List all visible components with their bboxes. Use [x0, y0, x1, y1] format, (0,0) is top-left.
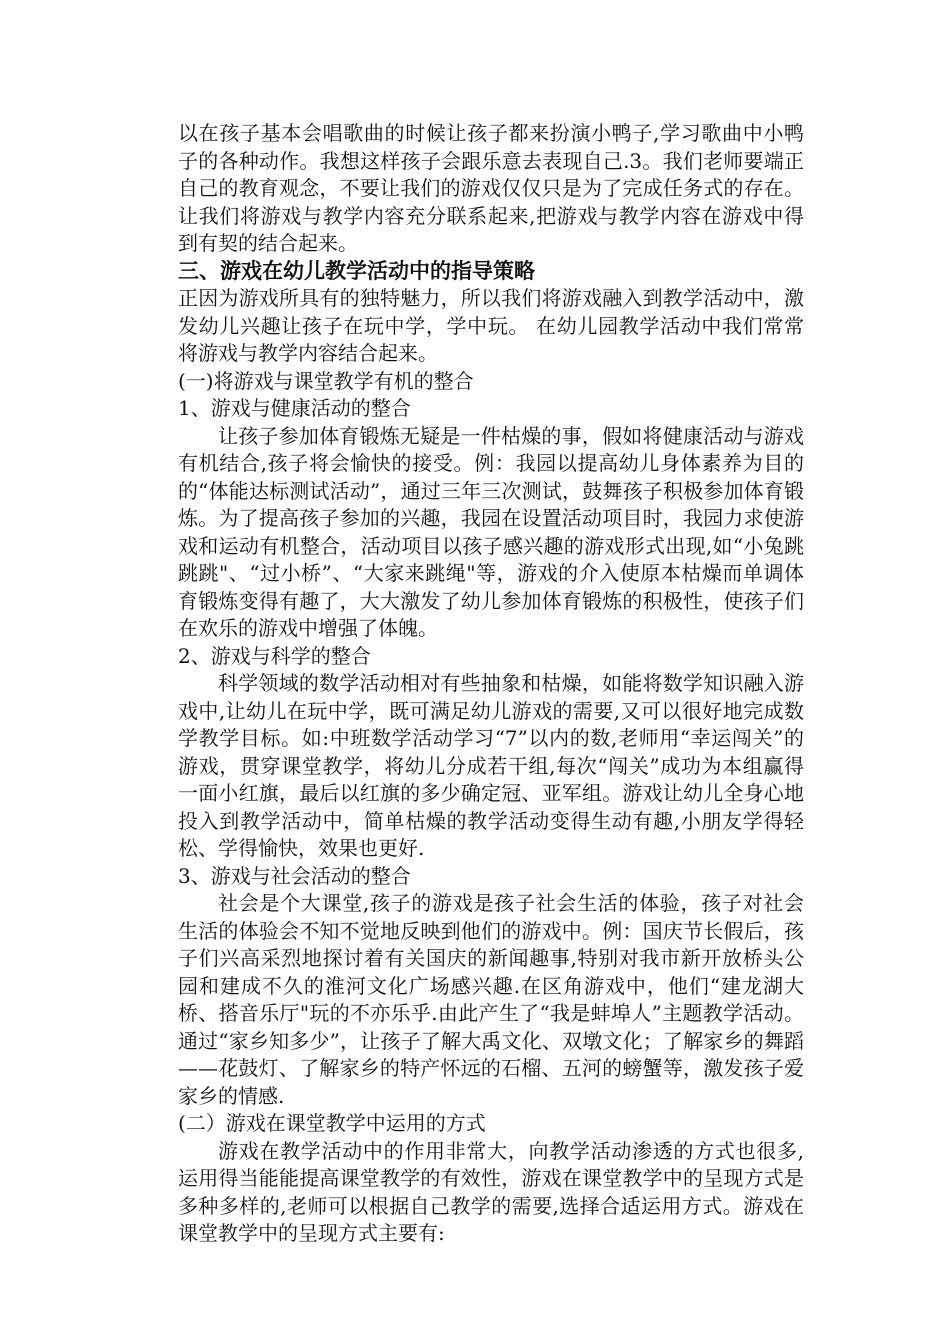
document-page [178, 120, 804, 1248]
body-paragraph: 社会是个大课堂,孩子的游戏是孩子社会生活的体验，孩子对社会生活的体验会不知不觉地反映到他们的游戏中。例：国庆节长假后，孩子们兴高采烈地探讨着有关国庆的新闻趣事,特别对我市新开放桥头公园和建成不久的淮河文化广场感兴趣.在区角游戏中，他们“建龙湖大桥、搭音乐厅"玩的不亦乐乎.由此产生了“我是蚌埠人”主题教学活动。通过“家乡知多少”，让孩子了解大禹文化、双墩文化；了解家乡的舞蹈——花鼓灯、了解家乡的特产怀远的石榴、五河的螃蟹等，激发孩子爱家乡的情感. [178, 891, 804, 1108]
subsection-heading-2: (二）游戏在课堂教学中运用的方式 [178, 1111, 486, 1135]
section-heading-3: 三、游戏在幼儿教学活动中的指导策略 [178, 258, 535, 283]
body-paragraph: 科学领域的数学活动相对有些抽象和枯燥，如能将数学知识融入游戏中,让幼儿在玩中学，既可满足幼儿游戏的需要,又可以很好地完成数学教学目标。如:中班数学活动学习“7”以内的数,老师用“幸运闯关”的游戏，贯穿课堂教学，将幼儿分成若干组,每次“闯关”成功为本组赢得一面小红旗，最后以红旗的多少确定冠、亚军组。游戏让幼儿全身心地投入到教学活动中，简单枯燥的教学活动变得生动有趣,小朋友学得轻松、学得愉快，效果也更好. [178, 671, 804, 860]
item-heading-2: 2、游戏与科学的整合 [178, 643, 371, 668]
item-heading-3: 3、游戏与社会活动的整合 [178, 863, 411, 888]
body-paragraph: 游戏在教学活动中的作用非常大，向教学活动渗透的方式也很多,运用得当能能提高课堂教学的有效性，游戏在课堂教学中的呈现方式是多种多样的,老师可以根据自己教学的需要,选择合适运用方式。游戏在课堂教学中的呈现方式主要有: [178, 1138, 804, 1245]
body-paragraph: 正因为游戏所具有的独特魅力，所以我们将游戏融入到教学活动中，激发幼儿兴趣让孩子在玩中学，学中玩。 在幼儿园教学活动中我们常常将游戏与教学内容结合起来。 [178, 286, 804, 365]
item-heading-1: 1、游戏与健康活动的整合 [178, 396, 411, 420]
body-paragraph: 以在孩子基本会唱歌曲的时候让孩子都来扮演小鸭子,学习歌曲中小鸭子的各种动作。我想这样孩子会跟乐意去表现自己.3。我们老师要端正自己的教育观念，不要让我们的游戏仅仅只是为了完成任务式的存在。让我们将游戏与教学内容充分联系起来,把游戏与教学内容在游戏中得到有契的结合起来。 [178, 121, 804, 255]
body-paragraph: 让孩子参加体育锻炼无疑是一件枯燥的事，假如将健康活动与游戏有机结合,孩子将会愉快的接受。例：我园以提高幼儿身体素养为目的的“体能达标测试活动”，通过三年三次测试，鼓舞孩子积极参加体育锻炼。为了提高孩子参加的兴趣，我园在设置活动项目时，我园力求使游戏和运动有机整合，活动项目以孩子感兴趣的游戏形式出现,如“小兔跳跳跳"、“过小桥”、“大家来跳绳"等，游戏的介入使原本枯燥而单调体育锻炼变得有趣了，大大激发了幼儿参加体育锻炼的积极性，使孩子们在欢乐的游戏中增强了体魄。 [178, 423, 804, 640]
subsection-heading-1: (一)将游戏与课堂教学有机的整合 [178, 368, 474, 393]
